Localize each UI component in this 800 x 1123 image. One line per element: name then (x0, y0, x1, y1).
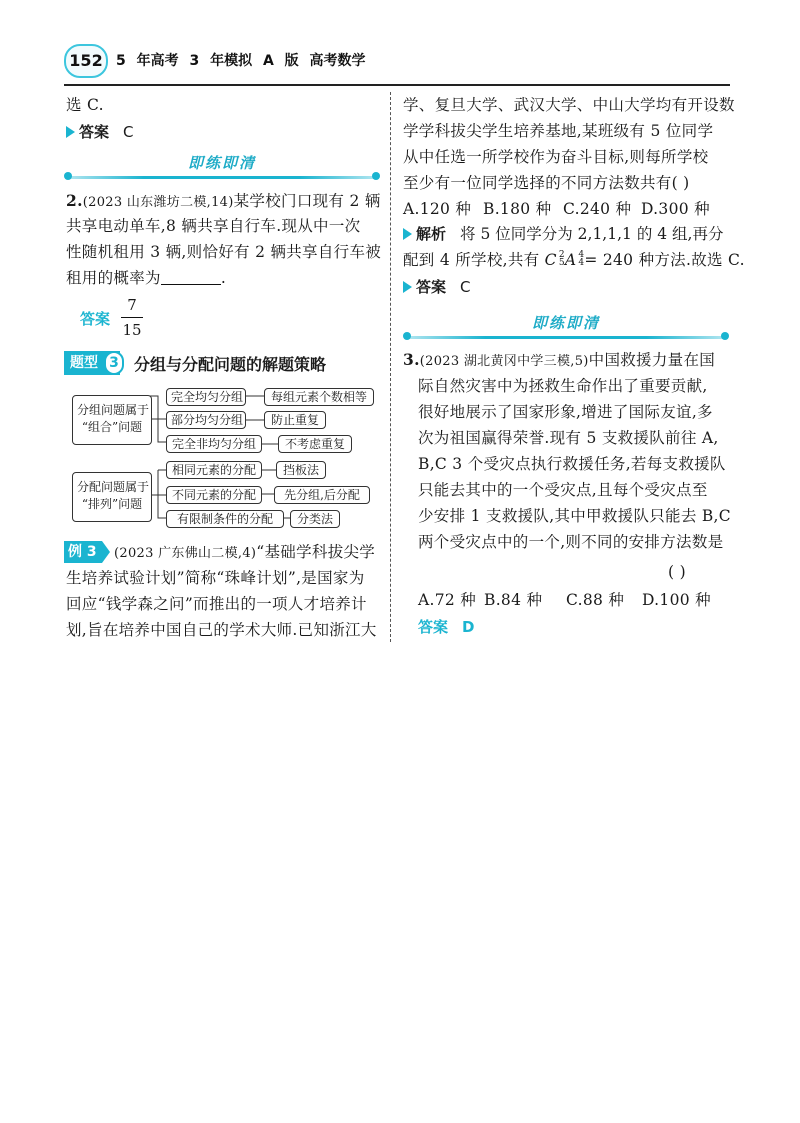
options-2 (418, 590, 711, 610)
option-b: B.180 种 (483, 200, 552, 218)
problem-3-line-6: 只能去其中的一个受灾点,且每个受灾点至 (418, 481, 708, 499)
problem-source: (2023 湖北黄冈中学三模,5) (419, 354, 589, 369)
problem-3-line-7: 少安排 1 支救援队,其中甲救援队只能去 B,C (418, 507, 731, 525)
diagram-assign-root: 分配问题属于 “排列”问题 (72, 472, 152, 522)
problem-2-line-3: 性随机租用 3 辆,则恰好有 2 辆共享自行车被 (66, 243, 382, 261)
option-d: D.300 种 (641, 200, 710, 218)
analysis-label: 解析 (416, 225, 447, 243)
answer-4 (418, 616, 474, 638)
answer-value: C (123, 123, 134, 141)
diagram-group-root: 分组问题属于 “组合”问题 (72, 395, 152, 445)
problem-text: 租用的概率为 (66, 269, 161, 287)
diagram-assign-result-3: 分类法 (290, 510, 340, 528)
example-3-cont-line-4: 至少有一位同学选择的不同方法数共有( ) (403, 174, 690, 192)
example-3-line-3: 回应“钱学森之问”而推出的一项人才培养计 (66, 595, 367, 613)
answer-label: 答案 (416, 278, 447, 296)
diagram-assign-result-2: 先分组,后分配 (274, 486, 370, 504)
option-c: C.88 种 (566, 591, 625, 609)
problem-source: (2023 山东潍坊二模,14) (82, 195, 234, 210)
diagram-group-result-2: 防止重复 (264, 411, 326, 429)
type-chip: 题型 (64, 351, 120, 375)
analysis-line-1: 解析 将 5 位同学分为 2,1,1,1 的 4 组,再分 (403, 223, 723, 245)
diagram-assign-item-1: 相同元素的分配 (166, 461, 262, 479)
combination-symbol: C 2 5 (544, 250, 565, 269)
example-source: (2023 广东佛山二模,4) (114, 546, 257, 561)
analysis-arrow-icon (403, 228, 412, 240)
problem-3-line-8: 两个受灾点中的一个,则不同的安排方法数是 (418, 533, 724, 551)
example-3-line-2: 生培养试验计划”简称“珠峰计划”,是国家为 (66, 569, 365, 587)
problem-text: 中国救援力量在国 (588, 351, 716, 369)
answer-value: D (462, 618, 475, 636)
page-number: 152 (64, 44, 108, 78)
options-1 (403, 199, 710, 219)
running-header: 5 年高考 3 年模拟 A 版 高考数学 (116, 53, 366, 69)
problem-text: 某学校门口现有 2 辆 (233, 192, 381, 210)
diagram-group-result-1: 每组元素个数相等 (264, 388, 374, 406)
option-a: A.120 种 (403, 200, 472, 218)
answer-label: 答案 (80, 310, 111, 328)
example-3-cont-line-2: 学学科拔尖学生培养基地,某班级有 5 位同学 (403, 122, 714, 140)
option-b: B.84 种 (484, 591, 543, 609)
arrangement-symbol: A 4 4 (564, 250, 585, 269)
type-number: 3 (104, 351, 124, 375)
option-a: A.72 种 (418, 591, 477, 609)
diagram-assign-item-2: 不同元素的分配 (166, 486, 262, 504)
strategy-diagram-connectors (0, 0, 400, 540)
prev-solution-end: 选 C. (66, 96, 104, 114)
analysis-line-2: 配到 4 所学校,共有 C 2 5 A 4 4 = 240 种方法.故选 C. (403, 250, 745, 269)
problem-3-line-5: B,C 3 个受灾点执行救援任务,若每支救援队 (418, 455, 726, 473)
problem-3-line-3: 很好地展示了国家形象,增进了国际友谊,多 (418, 403, 713, 421)
diagram-group-item-1: 完全均匀分组 (166, 388, 246, 406)
answer-3 (403, 276, 471, 298)
fraction-numerator: 7 (127, 296, 137, 314)
problem-3-line-4: 次为祖国赢得荣誉.现有 5 支救援队前往 A, (418, 429, 719, 447)
practice-title: 即练即清 (531, 314, 600, 332)
practice-title: 即练即清 (187, 154, 256, 172)
problem-number: 2. (66, 191, 83, 210)
diagram-group-result-3: 不考虑重复 (278, 435, 352, 453)
problem-3-line-2: 际自然灾害中为拯救生命作出了重要贡献, (418, 377, 708, 395)
example-text: “基础学科拔尖学 (256, 543, 376, 561)
diagram-assign-item-3: 有限制条件的分配 (166, 510, 284, 528)
diagram-group-item-2: 部分均匀分组 (166, 411, 246, 429)
problem-2-line-4: 租用的概率为 . (66, 269, 227, 287)
answer-bracket: ( ) (668, 563, 686, 581)
option-d: D.100 种 (642, 591, 711, 609)
diagram-group-item-3: 完全非均匀分组 (166, 435, 262, 453)
problem-3-line-1 (403, 350, 715, 372)
example-3-cont-line-1: 学、复旦大学、武汉大学、中山大学均有开设数 (403, 96, 735, 114)
diagram-assign-result-1: 挡板法 (276, 461, 326, 479)
fraction-denominator: 15 (122, 321, 142, 339)
practice-divider-right (405, 312, 727, 346)
problem-number: 3. (403, 350, 420, 369)
answer-label: 答案 (418, 618, 449, 636)
option-c: C.240 种 (563, 200, 632, 218)
example-3-cont-line-3: 从中任选一所学校作为奋斗目标,则每所学校 (403, 148, 709, 166)
answer-label: 答案 (79, 123, 110, 141)
example-3-line-4: 划,旨在培养中国自己的学术大师.已知浙江大 (66, 621, 377, 639)
answer-arrow-icon (403, 281, 412, 293)
example-chip: 例 3 (64, 541, 102, 563)
example-3-line-1 (114, 542, 375, 564)
type-title: 分组与分配问题的解题策略 (134, 355, 327, 374)
problem-2-line-2: 共享电动单车,8 辆共享自行车.现从中一次 (66, 217, 361, 235)
answer-value: C (460, 278, 471, 296)
